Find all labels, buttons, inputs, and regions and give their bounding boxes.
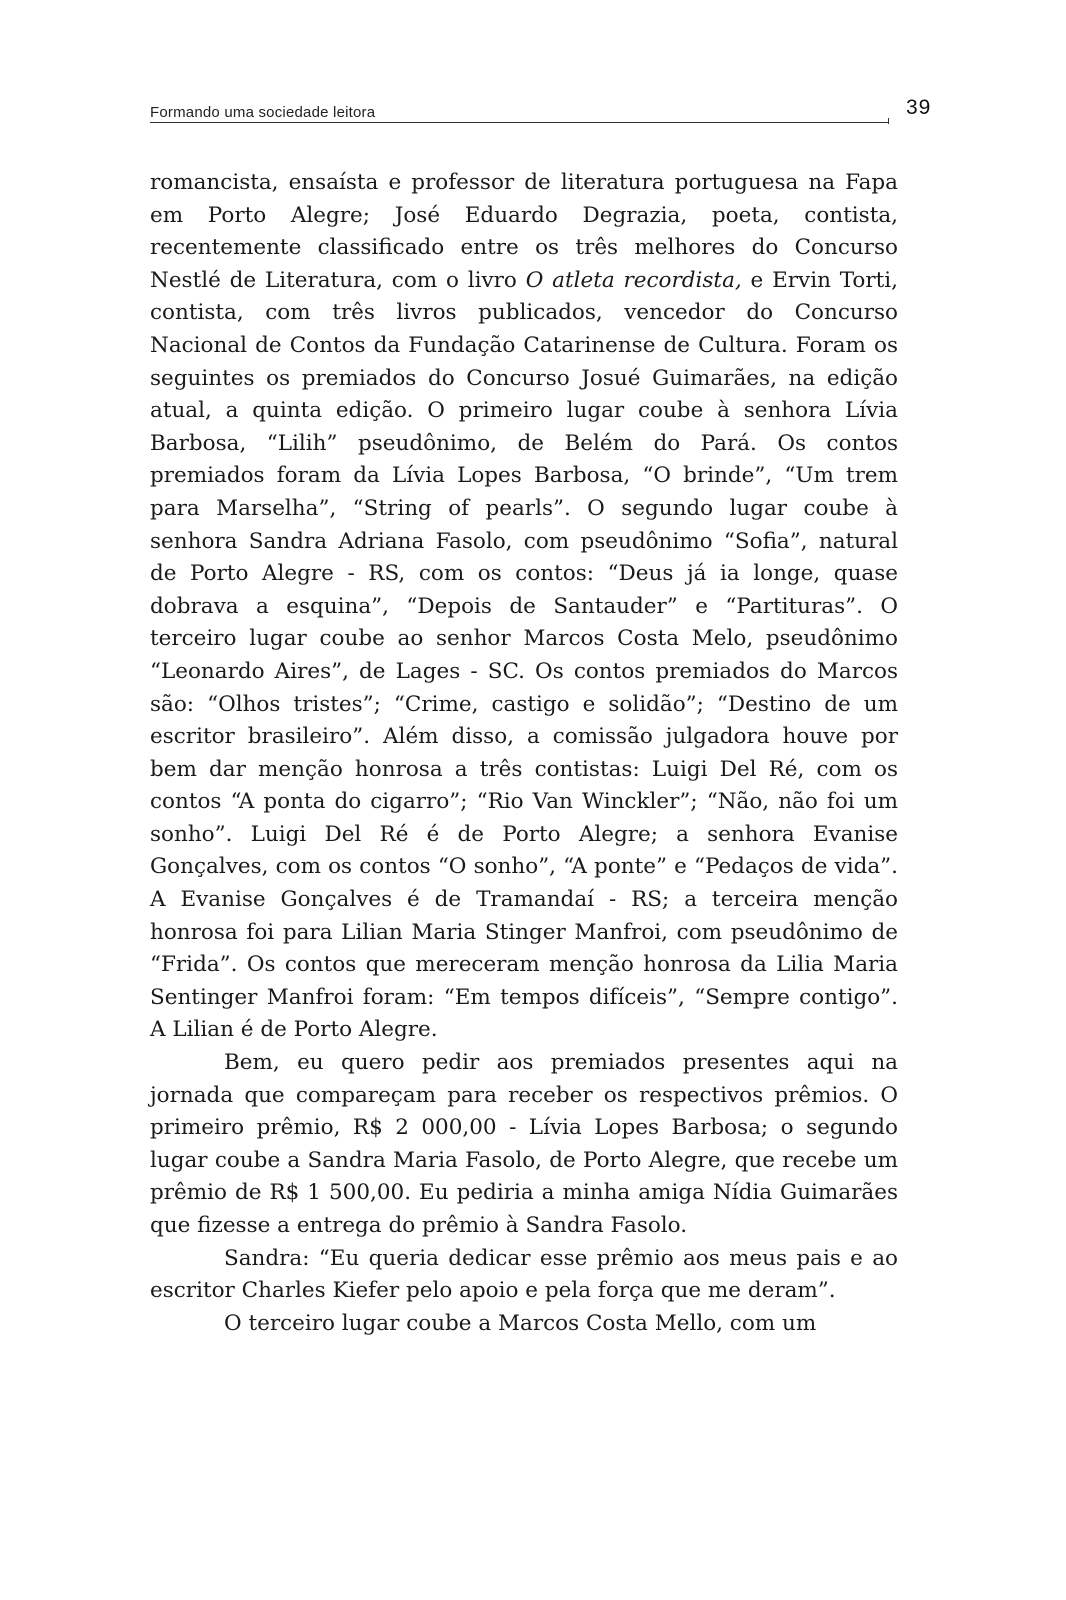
- paragraph-text: romancista, ensaísta e professor de literatura portuguesa na Fapa em Porto Alegre; José Eduardo Degrazia, poeta, contista, recentemente classificado entre os três melhores do Concurso Nestlé de Literatura, com o livro: [150, 170, 898, 293]
- paragraph-sandra-speech: Sandra: “Eu queria dedicar esse prêmio aos meus pais e ao escritor Charles Kiefer pelo apoio e pela força que me deram”.: [150, 1245, 898, 1304]
- paragraph-third-place: O terceiro lugar coube a Marcos Costa Mello, com um: [224, 1310, 817, 1336]
- paragraph-prizes: Bem, eu quero pedir aos premiados presentes aqui na jornada que compareçam para receber os respectivos prêmios. O primeiro prêmio, R$ 2 000,00 - Lívia Lopes Barbosa; o segundo lugar coube a Sandra Maria Fasolo, de Porto Alegre, que recebe um prêmio de R$ 1 500,00. Eu pediria a minha amiga Nídia Guimarães que fizesse a entrega do prêmio à Sandra Fasolo.: [150, 1050, 898, 1238]
- book-title: O atleta recordista,: [525, 267, 742, 293]
- paragraph-text: e Ervin Torti, contista, com três livros publicados, vencedor do Concurso Nacional de Contos da Fundação Catarinense de Cultura. Foram os seguintes os premiados do Concurso Josué Guimarães, na edição atual, a quinta edição. O primeiro lugar coube à senhora Lívia Barbosa, “Lilih” pseudônimo, de Belém do Pará. Os contos premiados foram da Lívia Lopes Barbosa, “O brinde”, “Um trem para Marselha”, “String of pearls”. O segundo lugar coube à senhora Sandra Adriana Fasolo, com pseudônimo “Sofia”, natural de Porto Alegre - RS, com os contos: “Deus já ia longe, quase dobrava a esquina”, “Depois de Santauder” e “Partituras”. O terceiro lugar coube ao senhor Marcos Costa Melo, pseudônimo “Leonardo Aires”, de Lages - SC. Os contos premiados do Marcos são: “Olhos tristes”; “Crime, castigo e solidão”; “Destino de um escritor brasileiro”. Além disso, a comissão julgadora houve por bem dar menção honrosa a três contistas: Luigi Del Ré, com os contos “A ponta do cigarro”; “Rio Van Winckler”; “Não, não foi um sonho”. Luigi Del Ré é de Porto Alegre; a senhora Evanise Gonçalves, com os contos “O sonho”, “A ponte” e “Pedaços de vida”. A Evanise Gonçalves é de Tramandaí - RS; a terceira menção honrosa foi para Lilian Maria Stinger Manfroi, com pseudônimo de “Frida”. Os contos que mereceram menção honrosa da Lilia Maria Sentinger Manfroi foram: “Em tempos difíceis”, “Sempre contigo”. A Lilian é de Porto Alegre.: [150, 267, 898, 1043]
- body-text: [150, 167, 898, 1340]
- running-title: Formando uma sociedade leitora: [150, 104, 376, 121]
- page-header: [150, 96, 932, 128]
- page-number: 39: [906, 96, 932, 119]
- header-rule: [150, 122, 888, 123]
- header-rule-tick: [888, 118, 889, 124]
- paragraph-continuation: [150, 167, 898, 1047]
